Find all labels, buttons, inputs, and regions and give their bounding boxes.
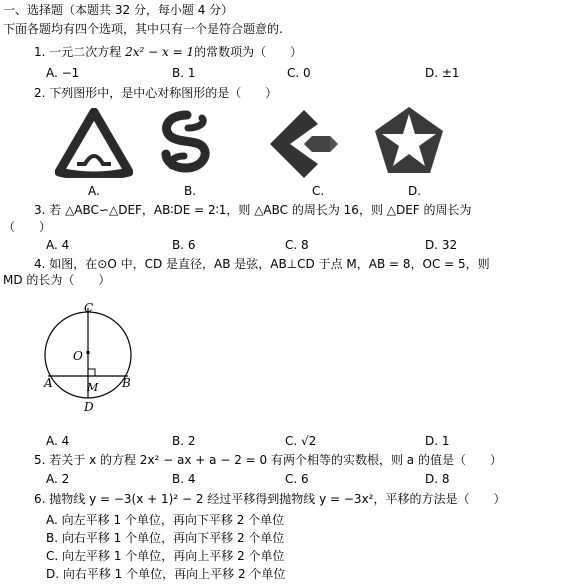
q5-option-b[interactable]: B. 4: [172, 472, 196, 486]
q1-expression: 2x² − x = 1: [125, 45, 195, 59]
q1-option-c[interactable]: C. 0: [287, 66, 311, 80]
q2-option-b[interactable]: B.: [184, 184, 197, 198]
q6-option-d[interactable]: D. 向右平移 1 个单位，再向上平移 2 个单位: [46, 567, 286, 581]
section-instruction: 下面各题均有四个选项，其中只有一个是符合题意的.: [3, 22, 283, 36]
q2-option-d[interactable]: D.: [408, 184, 422, 198]
q3-stem-continued: （ ）: [3, 220, 52, 234]
q5-option-d[interactable]: D. 8: [425, 472, 450, 486]
q3-option-a[interactable]: A. 4: [46, 238, 70, 252]
q1-stem: [34, 45, 302, 59]
q1-option-b[interactable]: B. 1: [172, 66, 196, 80]
label-o: O: [73, 349, 83, 363]
q4-option-a[interactable]: A. 4: [46, 434, 70, 448]
q6-option-b[interactable]: B. 向右平移 1 个单位，再向下平移 2 个单位: [46, 531, 285, 545]
q1-text-b: 的常数项为（ ）: [194, 45, 303, 59]
q2-stem: 2. 下列图形中，是中心对称图形的是（ ）: [34, 86, 278, 100]
label-a: A: [44, 376, 53, 390]
q4-stem: 4. 如图，在⊙O 中，CD 是直径，AB 是弦，AB⊥CD 于点 M，AB = 8，OC = 5，则: [34, 257, 490, 271]
label-d: D: [84, 400, 94, 414]
center-point-o: [87, 351, 90, 354]
q5-option-a[interactable]: A. 2: [46, 472, 70, 486]
section-title: 一、选择题（本题共 32 分，每小题 4 分）: [3, 3, 234, 17]
q4-stem-continued: MD 的长为（ ）: [3, 273, 111, 287]
circle-diagram: [40, 298, 140, 416]
q3-option-d[interactable]: D. 32: [425, 238, 458, 252]
q3-stem: 3. 若 △ABC∽△DEF，AB∶DE = 2∶1，则 △ABC 的周长为 16，则 △DEF 的周长为: [34, 203, 472, 217]
chevron-diamond-icon: [268, 108, 340, 180]
q6-option-a[interactable]: A. 向左平移 1 个单位，再向下平移 2 个单位: [46, 513, 285, 527]
q1-option-d[interactable]: D. ±1: [425, 66, 460, 80]
label-m: M: [87, 381, 99, 394]
q3-option-c[interactable]: C. 8: [285, 238, 309, 252]
q5-option-c[interactable]: C. 6: [285, 472, 309, 486]
q4-option-b[interactable]: B. 2: [172, 434, 196, 448]
q6-stem: 6. 抛物线 y = −3(x + 1)² − 2 经过平移得到抛物线 y = −3x²，平移的方法是（ ）: [34, 492, 506, 506]
label-c: C: [84, 301, 94, 315]
triangle-sign-icon: [55, 108, 133, 178]
q4-option-c[interactable]: C. √2: [285, 434, 317, 448]
q1-option-a[interactable]: A. −1: [46, 66, 80, 80]
q6-option-c[interactable]: C. 向左平移 1 个单位，再向上平移 2 个单位: [46, 549, 285, 563]
swirl-logo-icon: [156, 110, 218, 176]
q2-option-a[interactable]: A.: [88, 184, 100, 198]
right-angle-mark: [88, 369, 95, 376]
q5-stem: 5. 若关于 x 的方程 2x² − ax + a − 2 = 0 有两个相等的实数根，则 a 的值是（ ）: [34, 453, 502, 467]
pentagon-star-icon: [372, 104, 446, 178]
q1-text-a: 1. 一元二次方程: [34, 45, 126, 59]
q3-option-b[interactable]: B. 6: [172, 238, 196, 252]
label-b: B: [122, 376, 131, 390]
q2-option-c[interactable]: C.: [312, 184, 325, 198]
q4-option-d[interactable]: D. 1: [425, 434, 450, 448]
